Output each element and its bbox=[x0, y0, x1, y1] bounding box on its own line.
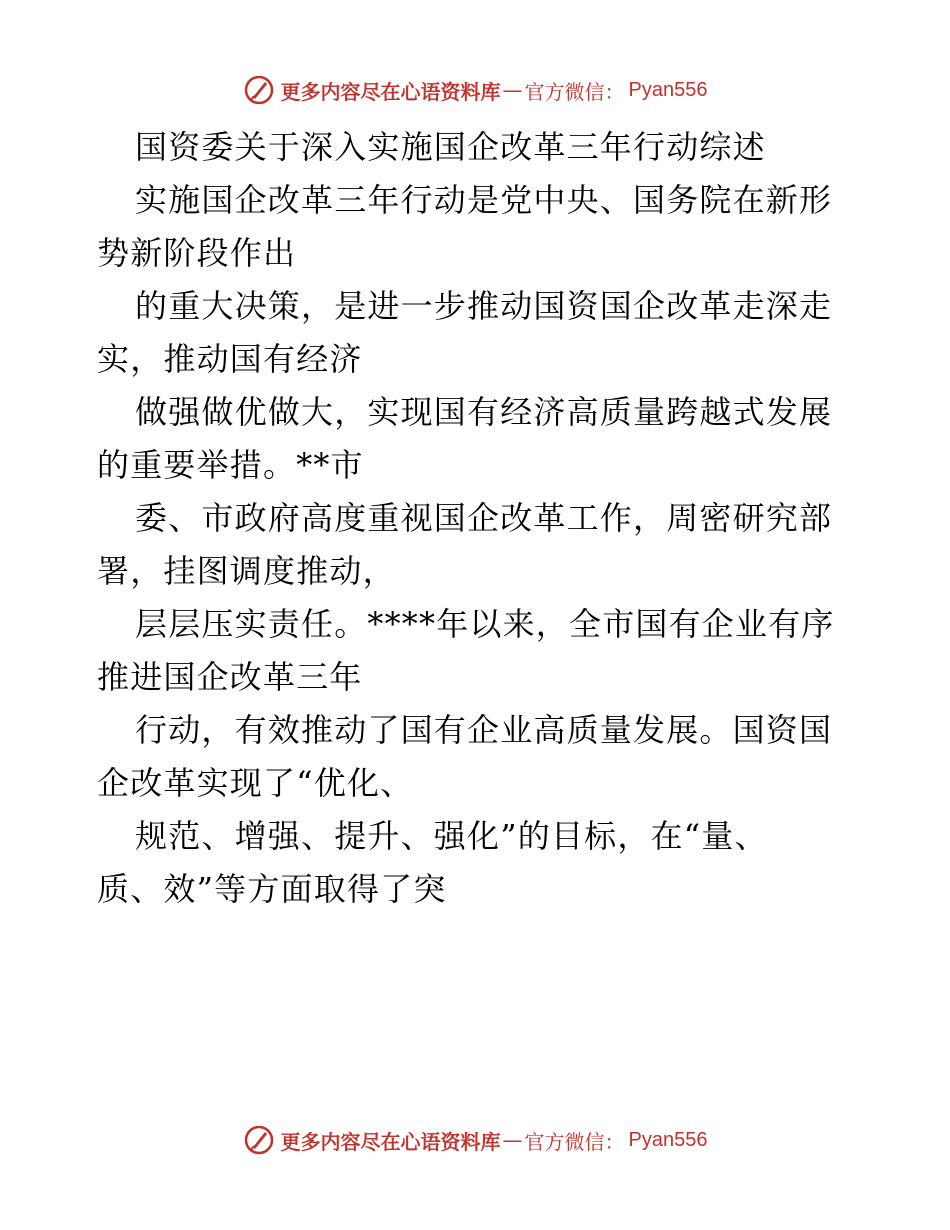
watermark-label: 官方微信： bbox=[524, 1129, 625, 1154]
text-line: 实施国企改革三年行动是党中央、国务院在新形 bbox=[135, 181, 833, 219]
watermark-label: 官方微信： bbox=[524, 79, 625, 104]
text-line: 实，推动国有经济 bbox=[97, 340, 363, 378]
watermark-text: 更多内容尽在心语资料库 bbox=[280, 79, 501, 104]
watermark-id: Pyan556 bbox=[628, 78, 708, 101]
text-line: 的重大决策，是进一步推动国资国企改革走深走 bbox=[135, 287, 833, 325]
text-line: 委、市政府高度重视国企改革工作，周密研究部 bbox=[135, 499, 833, 537]
quill-circle-icon bbox=[243, 74, 275, 106]
text-line: 规范、增强、提升、强化”的目标，在“量、 bbox=[135, 817, 768, 855]
document-body bbox=[97, 121, 857, 916]
text-line: 质、效”等方面取得了突 bbox=[97, 870, 447, 908]
text-line: 的重要举措。**市 bbox=[97, 446, 364, 484]
watermark-text: 更多内容尽在心语资料库 bbox=[280, 1129, 501, 1154]
watermark-id: Pyan556 bbox=[628, 1128, 708, 1151]
document-title: 国资委关于深入实施国企改革三年行动综述 bbox=[135, 128, 766, 166]
watermark-dash: — bbox=[502, 78, 523, 102]
watermark-dash: — bbox=[502, 1128, 523, 1152]
text-line: 层层压实责任。****年以来，全市国有企业有序 bbox=[135, 605, 835, 643]
text-line: 推进国企改革三年 bbox=[97, 658, 363, 696]
quill-circle-icon bbox=[243, 1124, 275, 1156]
text-line: 企改革实现了“优化、 bbox=[97, 764, 414, 802]
text-line: 做强做优做大，实现国有经济高质量跨越式发展 bbox=[135, 393, 833, 431]
footer-watermark bbox=[0, 1120, 950, 1160]
text-line: 署，挂图调度推动， bbox=[97, 552, 396, 590]
text-line: 势新阶段作出 bbox=[97, 234, 297, 272]
header-watermark bbox=[0, 70, 950, 110]
text-line: 行动，有效推动了国有企业高质量发展。国资国 bbox=[135, 711, 833, 749]
